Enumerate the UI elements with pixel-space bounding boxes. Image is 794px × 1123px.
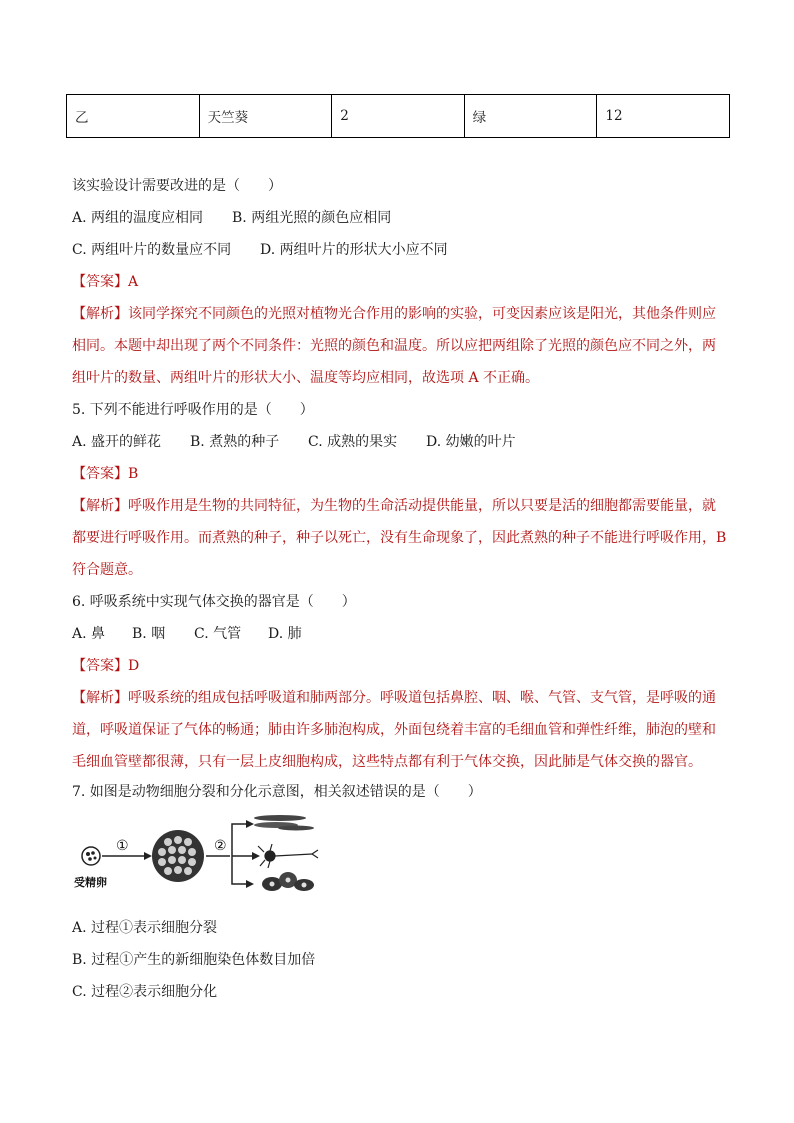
q6-analysis-line2: 道，呼吸道保证了气体的畅通；肺由许多肺泡构成，外面包绕着丰富的毛细血管和弹性纤维，肺泡的壁和: [72, 722, 716, 738]
branch-arrow-bottom: [232, 856, 246, 884]
nerve-cell-shape: [258, 844, 318, 868]
q4-option-b: B. 两组光照的颜色应相同: [232, 210, 392, 226]
table-cell: 2: [332, 95, 465, 138]
q5-options: [72, 432, 516, 452]
q5-option-c: C. 成熟的果实: [308, 434, 398, 450]
analysis-tag: 【解析】: [72, 306, 128, 322]
egg-cell-shape: [82, 847, 100, 865]
epithelial-cells-shape: [262, 872, 314, 891]
table-cell: 绿: [464, 95, 597, 138]
table-cell: 12: [597, 95, 730, 138]
cell-division-figure: [72, 812, 332, 894]
q5-option-a: A. 盛开的鲜花: [72, 434, 162, 450]
q4-option-a: A. 两组的温度应相同: [72, 210, 204, 226]
q4-options-row1: [72, 208, 391, 228]
q5-analysis-line2: 都要进行呼吸作用。而煮熟的种子，种子以死亡，没有生命现象了，因此煮熟的种子不能进行呼吸作用，B: [72, 530, 727, 546]
q5-analysis-line3: 符合题意。: [72, 562, 142, 578]
analysis-tag: 【解析】: [72, 690, 128, 706]
analysis-text: 呼吸作用是生物的共同特征，为生物的生命活动提供能量，所以只要是活的细胞都需要能量，就: [128, 498, 716, 514]
q6-analysis-line1: [72, 688, 716, 708]
q7-option-a: A. 过程①表示细胞分裂: [72, 920, 218, 936]
analysis-text: 呼吸系统的组成包括呼吸道和肺两部分。呼吸道包括鼻腔、咽、喉、气管、支气管，是呼吸的通: [128, 690, 716, 706]
branch-arrow-top: [232, 824, 246, 856]
q7-option-c: C. 过程②表示细胞分化: [72, 984, 218, 1000]
egg-label: 受精卵: [74, 876, 107, 889]
q6-stem: 6. 呼吸系统中实现气体交换的器官是（ ）: [72, 594, 356, 610]
q7-stem: 7. 如图是动物细胞分裂和分化示意图，相关叙述错误的是（ ）: [72, 784, 482, 800]
q6-option-a: A. 鼻: [72, 626, 106, 642]
q5-stem: 5. 下列不能进行呼吸作用的是（ ）: [72, 402, 314, 418]
q7-option-b: B. 过程①产生的新细胞染色体数目加倍: [72, 952, 316, 968]
q4-option-c: C. 两组叶片的数量应不同: [72, 242, 232, 258]
table-cell: 天竺葵: [199, 95, 332, 138]
cell-cluster-shape: [152, 830, 204, 882]
analysis-text: 该同学探究不同颜色的光照对植物光合作用的影响的实验，可变因素应该是阳光，其他条件则应: [128, 306, 716, 322]
q4-analysis-line2: 相同。本题中却出现了两个不同条件：光照的颜色和温度。所以应把两组除了光照的颜色应不同之外，两: [72, 338, 716, 354]
q5-option-b: B. 煮熟的种子: [190, 434, 280, 450]
step-2-label: ②: [214, 838, 227, 854]
q6-answer: 【答案】D: [72, 658, 140, 674]
muscle-cells-shape: [254, 815, 314, 831]
q5-answer: 【答案】B: [72, 466, 139, 482]
experiment-table: [66, 94, 730, 138]
q4-options-row2: [72, 240, 448, 260]
q4-answer: 【答案】A: [72, 274, 139, 290]
table-cell: 乙: [67, 95, 200, 138]
q6-options: [72, 624, 302, 644]
q4-analysis-line1: [72, 304, 716, 324]
table-row: [67, 95, 730, 138]
q4-analysis-line3: 组叶片的数量、两组叶片的形状大小、温度等均应相同，故选项 A 不正确。: [72, 370, 540, 386]
q6-analysis-line3: 毛细血管壁都很薄，只有一层上皮细胞构成，这些特点都有利于气体交换，因此肺是气体交换的器官。: [72, 754, 702, 770]
q5-analysis-line1: [72, 496, 716, 516]
q6-option-d: D. 肺: [268, 626, 302, 642]
q6-option-c: C. 气管: [194, 626, 242, 642]
q6-option-b: B. 咽: [132, 626, 166, 642]
step-1-label: ①: [116, 838, 129, 854]
q4-option-d: D. 两组叶片的形状大小应不同: [260, 242, 448, 258]
analysis-tag: 【解析】: [72, 498, 128, 514]
q4-stem: 该实验设计需要改进的是（ ）: [72, 178, 282, 194]
q5-option-d: D. 幼嫩的叶片: [426, 434, 516, 450]
